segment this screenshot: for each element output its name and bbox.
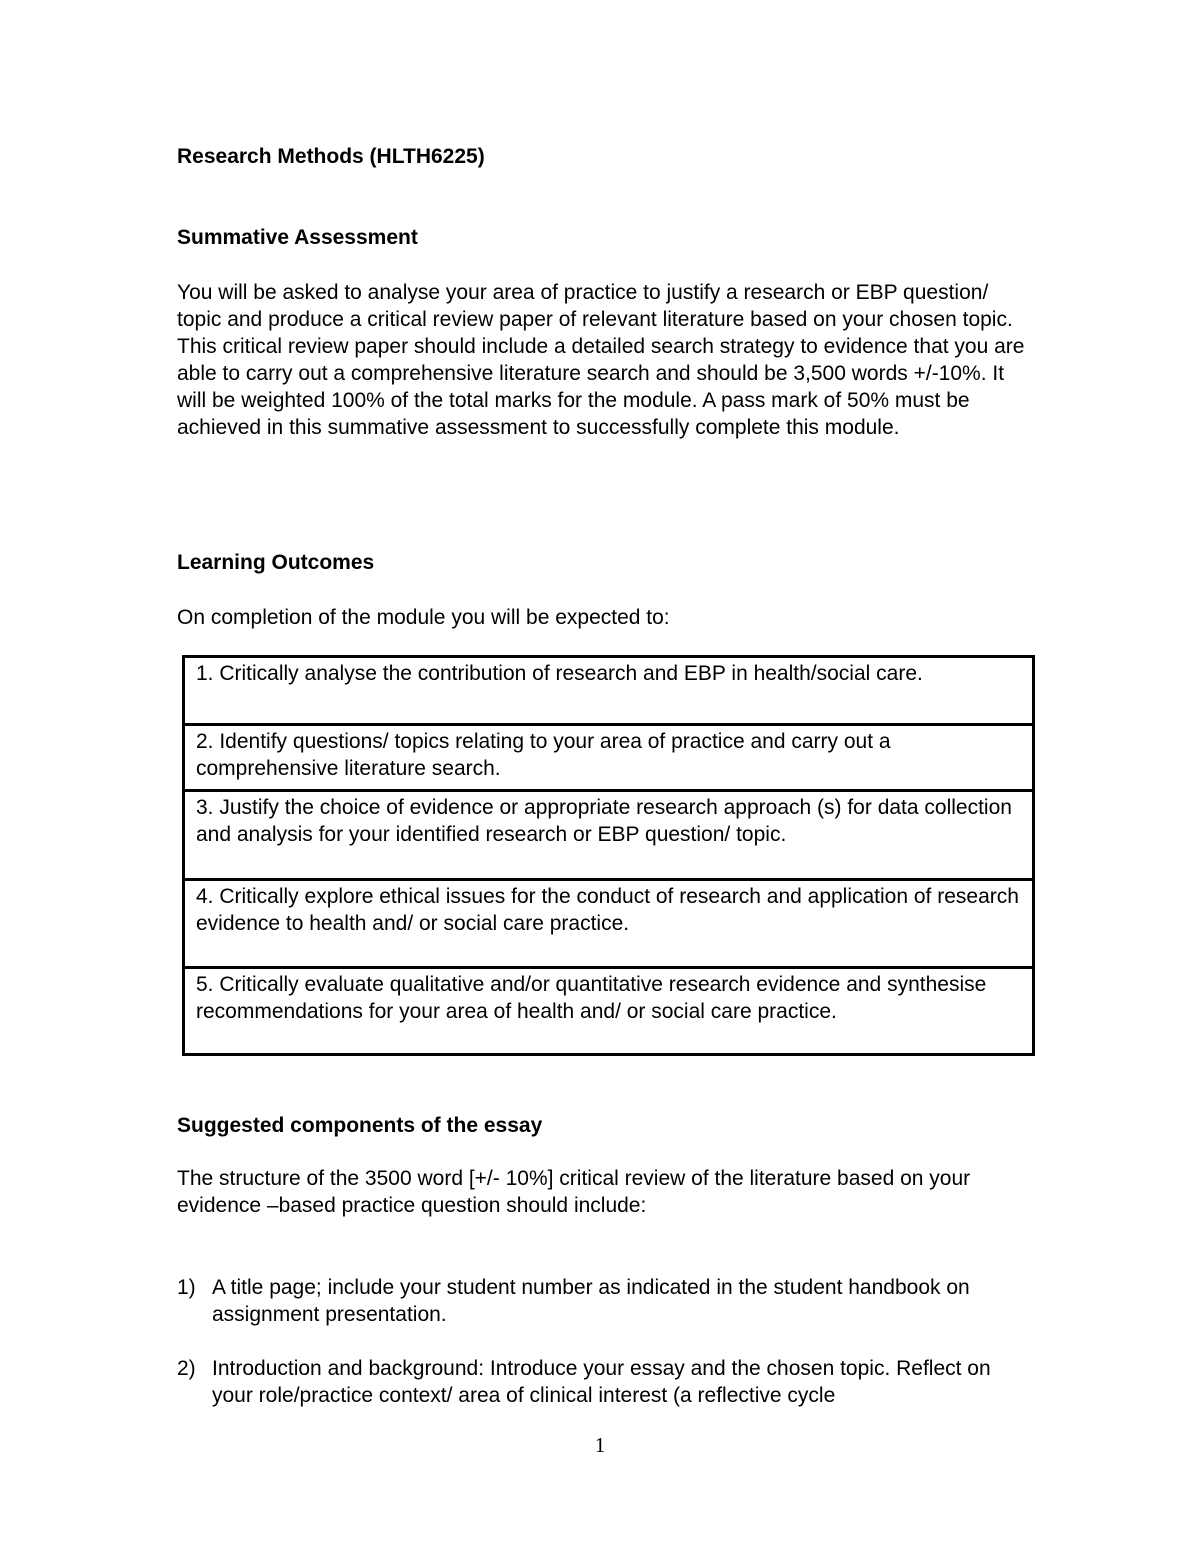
list-item <box>177 1355 1037 1409</box>
learning-outcomes-intro: On completion of the module you will be expected to: <box>177 606 670 629</box>
outcome-cell: 3. Justify the choice of evidence or appropriate research approach (s) for data collection and analysis for your identified research or EBP question/ topic. <box>184 791 1034 880</box>
outcome-cell: 4. Critically explore ethical issues for the conduct of research and application of research evidence to health and/ or social care practice. <box>184 880 1034 968</box>
outcome-row <box>184 725 1034 791</box>
learning-outcomes-heading: Learning Outcomes <box>177 551 375 574</box>
components-intro: The structure of the 3500 word [+/- 10%] critical review of the literature based on your evidence –based practice question should include: <box>177 1167 971 1217</box>
components-heading: Suggested components of the essay <box>177 1114 543 1137</box>
learning-outcomes-table <box>182 655 1035 1056</box>
outcome-row <box>184 968 1034 1055</box>
assessment-paragraph: You will be asked to analyse your area of practice to justify a research or EBP question/ topic and produce a critical review paper of relevant literature based on your chosen topic. This critical review paper should include a detailed search strategy to evidence that you are able to carry out a comprehensive literature search and should be 3,500 words +/-10%. It will be weighted 100% of the total marks for the module. A pass mark of 50% must be achieved in this summative assessment to successfully complete this module. <box>177 281 1025 439</box>
document-title: Research Methods (HLTH6225) <box>177 145 485 168</box>
outcome-cell: 5. Critically evaluate qualitative and/or quantitative research evidence and synthesise recommendations for your area of health and/ or social care practice. <box>184 968 1034 1055</box>
list-item-number: 1) <box>177 1276 196 1299</box>
components-list <box>177 1274 1037 1409</box>
outcome-row <box>184 880 1034 968</box>
list-item-number: 2) <box>177 1357 196 1380</box>
list-item-text: A title page; include your student number as indicated in the student handbook on assignment presentation. <box>212 1276 970 1326</box>
page-number: 1 <box>594 1433 606 1457</box>
list-item <box>177 1274 1037 1328</box>
list-item-text: Introduction and background: Introduce your essay and the chosen topic. Reflect on your role/practice context/ area of clinical interest (a reflective cycle <box>212 1357 991 1407</box>
outcome-cell: 2. Identify questions/ topics relating to your area of practice and carry out a comprehensive literature search. <box>184 725 1034 791</box>
outcome-row <box>184 791 1034 880</box>
outcome-cell: 1. Critically analyse the contribution of research and EBP in health/social care. <box>184 657 1034 725</box>
outcome-row <box>184 657 1034 725</box>
assessment-heading: Summative Assessment <box>177 226 418 249</box>
